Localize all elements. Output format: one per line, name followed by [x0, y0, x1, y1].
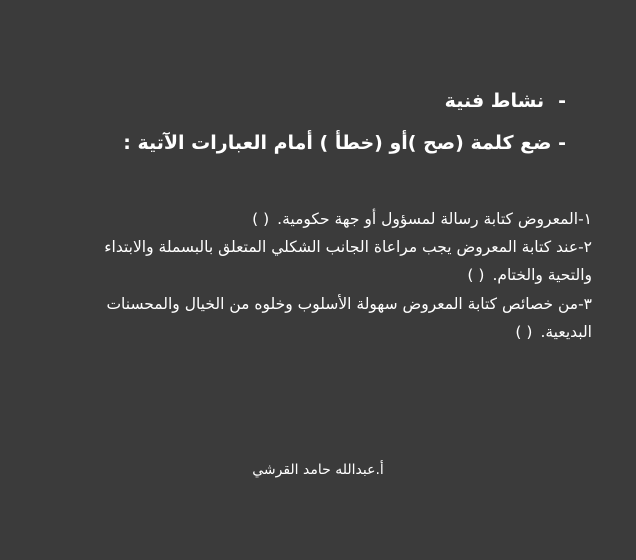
statement-3-answer-blank[interactable]: ( )	[515, 322, 533, 341]
statement-3-text-1: ٣-من خصائص كتابة المعروض سهولة الأسلوب وخلوه من الخيال والمحسنات	[106, 294, 592, 313]
statement-2-answer-blank[interactable]: ( )	[467, 266, 485, 285]
statements-list	[40, 205, 592, 346]
activity-title-text: نشاط فنية	[444, 90, 545, 112]
instruction-text: ضع كلمة (صح )أو (خطأ ) أمام العبارات الآتية :	[123, 132, 552, 154]
statement-2-line-1	[40, 233, 592, 261]
statement-3-line-2	[40, 318, 592, 346]
statement-2-line-2	[40, 261, 592, 289]
statement-2-text-2: والتحية والختام.	[492, 266, 592, 285]
author-signature: أ.عبدالله حامد القرشي	[252, 462, 384, 478]
statement-2-text-1: ٢-عند كتابة المعروض يجب مراعاة الجانب الشكلي المتعلق بالبسملة والابتداء	[104, 238, 592, 257]
activity-instruction	[123, 130, 566, 156]
activity-title	[445, 88, 566, 114]
instruction-bullet: -	[558, 132, 566, 154]
statement-1-line-1	[40, 205, 592, 233]
title-bullet: -	[558, 90, 566, 112]
statement-3-line-1	[40, 290, 592, 318]
statement-1-answer-blank[interactable]: ( )	[252, 210, 270, 228]
statement-3-text-2: البديعية.	[540, 322, 592, 341]
statement-1-text: ١-المعروض كتابة رسالة لمسؤول أو جهة حكومية.	[277, 210, 592, 228]
